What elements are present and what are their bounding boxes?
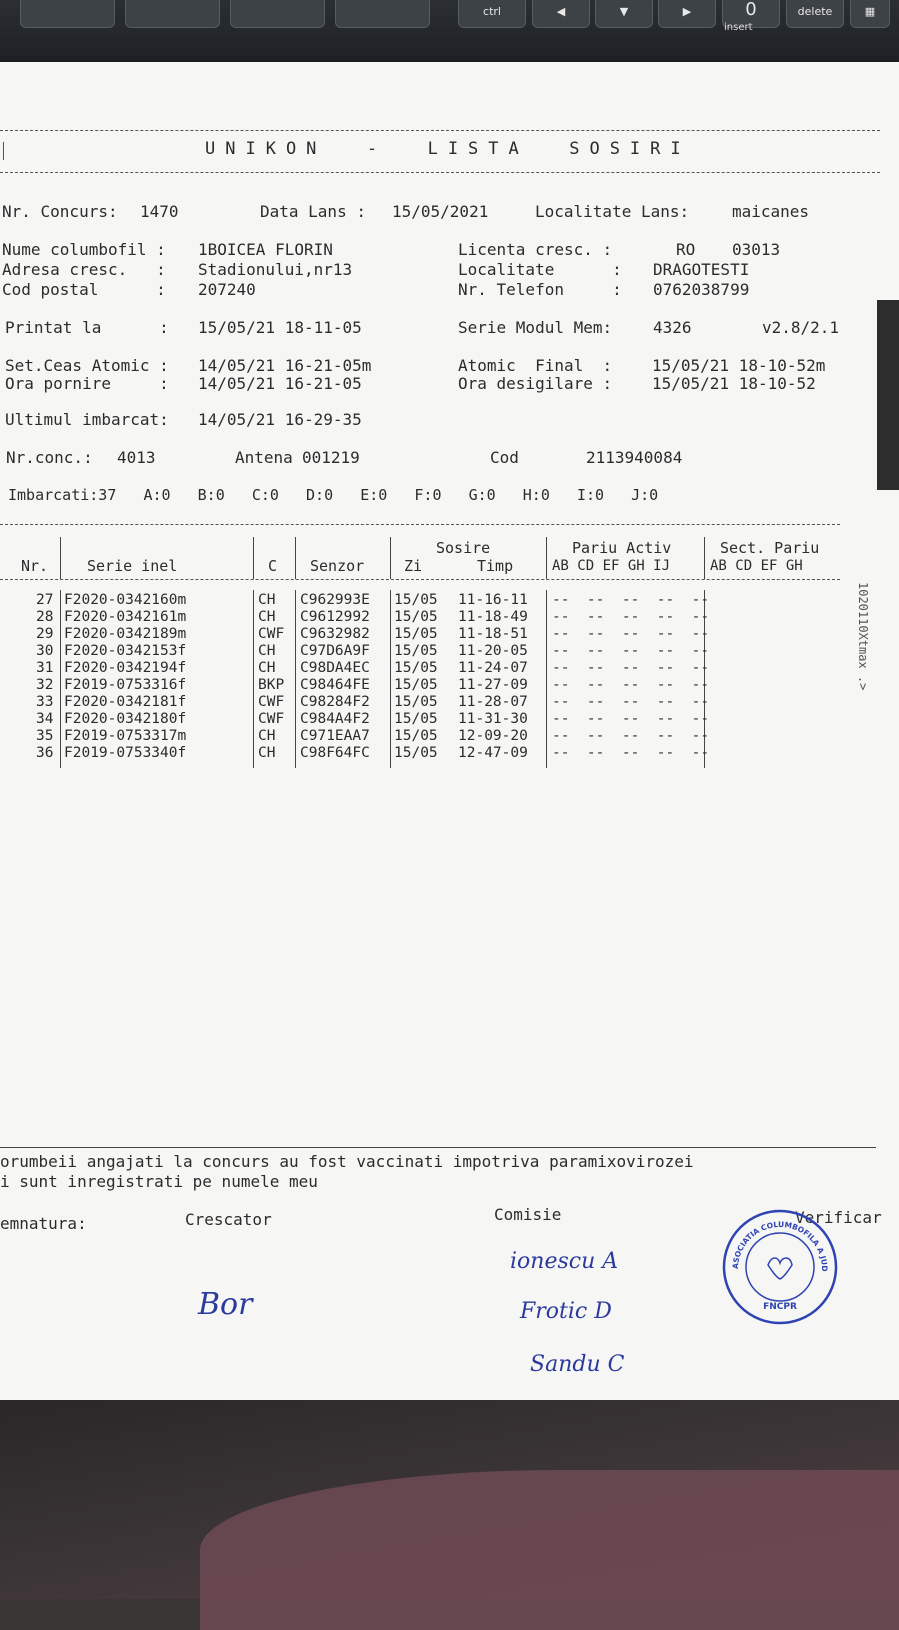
set-ceas-label: Set.Ceas Atomic : xyxy=(5,356,169,375)
licenta-label: Licenta cresc. : xyxy=(458,240,613,259)
cell-pariu: -- -- -- -- -- xyxy=(552,694,710,710)
adresa-value: Stadionului,nr13 xyxy=(198,260,353,279)
cell-senzor: C984A4F2 xyxy=(300,711,370,727)
keyboard-key-delete: delete xyxy=(786,0,844,28)
col-divider xyxy=(390,537,391,579)
background-edge xyxy=(877,300,899,490)
signature-comisie-1: ionescu A xyxy=(510,1249,619,1274)
printat-value: 15/05/21 18-11-05 xyxy=(198,318,362,337)
ora-desigilare-value: 15/05/21 18-10-52 xyxy=(652,374,816,393)
cell-timp: 11-24-07 xyxy=(458,660,528,676)
cell-serie: F2020-0342189m xyxy=(64,626,187,642)
keyboard-key-zero: 0 xyxy=(722,0,780,28)
svg-text:ASOCIATIA COLUMBOFILA A JUDETU xyxy=(720,1207,829,1272)
col-divider xyxy=(546,590,547,768)
cell-c: CWF xyxy=(258,711,285,727)
header-nr: Nr. xyxy=(21,557,49,575)
cell-serie: F2020-0342153f xyxy=(64,643,187,659)
cell-timp: 11-27-09 xyxy=(458,677,528,693)
keyboard-key xyxy=(125,0,220,28)
cod-postal-value: 207240 xyxy=(198,280,256,299)
set-ceas-value: 14/05/21 16-21-05m xyxy=(198,356,372,375)
stamp-bottom-text: FNCPR xyxy=(763,1302,797,1312)
cell-pariu: -- -- -- -- -- xyxy=(552,643,710,659)
header-pariu-activ: Pariu Activ xyxy=(572,539,672,557)
cell-zi: 15/05 xyxy=(394,728,438,744)
cell-c: CH xyxy=(258,660,276,676)
verificat-label: Verificar xyxy=(795,1208,882,1227)
printed-page xyxy=(0,62,899,1400)
nume-value: 1BOICEA FLORIN xyxy=(198,240,333,259)
cell-senzor: C9612992 xyxy=(300,609,370,625)
signature-crescator: Bor xyxy=(198,1287,253,1322)
side-bleed-text: 1020110Xtmax .> xyxy=(856,582,870,691)
divider xyxy=(3,142,4,160)
cell-nr: 34 xyxy=(36,711,54,727)
licenta-tara: RO xyxy=(676,240,696,259)
serie-modul-label: Serie Modul Mem: xyxy=(458,318,613,337)
cell-timp: 11-20-05 xyxy=(458,643,528,659)
cell-serie: F2020-0342194f xyxy=(64,660,187,676)
cell-pariu: -- -- -- -- -- xyxy=(552,592,710,608)
cell-serie: F2019-0753340f xyxy=(64,745,187,761)
header-sosire: Sosire xyxy=(436,539,491,557)
stamp-ring-text: ASOCIATIA COLUMBOFILA A JUD xyxy=(730,1219,830,1272)
cell-nr: 35 xyxy=(36,728,54,744)
keyboard-key-arrow-left: ◀ xyxy=(532,0,590,28)
ora-desigilare-label: Ora desigilare : xyxy=(458,374,613,393)
comisie-label: Comisie xyxy=(494,1205,562,1224)
col-divider xyxy=(253,537,254,579)
cell-pariu: -- -- -- -- -- xyxy=(552,728,710,744)
col-divider xyxy=(253,590,254,768)
header-timp: Timp xyxy=(477,557,514,575)
nr-conc-label: Nr.conc.: xyxy=(6,448,93,467)
cell-nr: 31 xyxy=(36,660,54,676)
nr-concurs-value: 1470 xyxy=(140,202,179,221)
keyboard-insert-label: insert xyxy=(724,22,753,33)
atomic-final-value: 15/05/21 18-10-52m xyxy=(652,356,826,375)
cell-timp: 11-18-51 xyxy=(458,626,528,642)
cell-senzor: C98F64FC xyxy=(300,745,370,761)
ora-pornire-label: Ora pornire : xyxy=(5,374,169,393)
semnatura-label: emnatura: xyxy=(0,1214,87,1233)
club-stamp xyxy=(720,1207,840,1327)
declaration-line-1: orumbeii angajati la concurs au fost vaccinati impotriva paramixovirozei xyxy=(0,1152,694,1171)
footer-divider xyxy=(0,1147,876,1148)
cell-zi: 15/05 xyxy=(394,643,438,659)
cell-pariu: -- -- -- -- -- xyxy=(552,626,710,642)
cell-nr: 27 xyxy=(36,592,54,608)
serie-modul-value: 4326 xyxy=(653,318,692,337)
col-divider xyxy=(546,537,547,579)
crescator-label: Crescator xyxy=(185,1210,272,1229)
table-header-border xyxy=(0,579,840,580)
cell-nr: 32 xyxy=(36,677,54,693)
cell-serie: F2020-0342160m xyxy=(64,592,187,608)
signature-comisie-2: Frotic D xyxy=(520,1299,612,1324)
data-lans-label: Data Lans : xyxy=(260,202,366,221)
col-divider xyxy=(295,537,296,579)
cell-nr: 30 xyxy=(36,643,54,659)
background-cloth xyxy=(200,1470,899,1630)
header-serie-inel: Serie inel xyxy=(87,557,178,575)
col-divider xyxy=(295,590,296,768)
cell-nr: 33 xyxy=(36,694,54,710)
nr-concurs-label: Nr. Concurs: xyxy=(2,202,118,221)
cell-senzor: C98DA4EC xyxy=(300,660,370,676)
cell-serie: F2020-0342180f xyxy=(64,711,187,727)
telefon-label: Nr. Telefon : xyxy=(458,280,622,299)
cell-c: CH xyxy=(258,745,276,761)
cell-zi: 15/05 xyxy=(394,745,438,761)
cell-zi: 15/05 xyxy=(394,626,438,642)
cell-nr: 28 xyxy=(36,609,54,625)
cell-nr: 29 xyxy=(36,626,54,642)
cell-senzor: C98284F2 xyxy=(300,694,370,710)
localitate-value: DRAGOTESTI xyxy=(653,260,750,279)
ultimul-imbarcat-label: Ultimul imbarcat: xyxy=(5,410,169,429)
col-divider xyxy=(60,537,61,579)
col-divider xyxy=(60,590,61,768)
cell-serie: F2019-0753316f xyxy=(64,677,187,693)
licenta-nr: 03013 xyxy=(732,240,781,259)
cell-serie: F2019-0753317m xyxy=(64,728,187,744)
antena-value: 001219 xyxy=(302,448,360,467)
cell-senzor: C9632982 xyxy=(300,626,370,642)
data-lans-value: 15/05/2021 xyxy=(392,202,489,221)
cell-nr: 36 xyxy=(36,745,54,761)
localitate-lans-label: Localitate Lans: xyxy=(535,202,690,221)
stamp-icon xyxy=(720,1207,840,1327)
cell-c: CWF xyxy=(258,694,285,710)
cell-pariu: -- -- -- -- -- xyxy=(552,609,710,625)
telefon-value: 0762038799 xyxy=(653,280,750,299)
cell-zi: 15/05 xyxy=(394,592,438,608)
cell-timp: 11-16-11 xyxy=(458,592,528,608)
col-divider xyxy=(704,537,705,579)
cell-timp: 11-18-49 xyxy=(458,609,528,625)
cell-c: CH xyxy=(258,609,276,625)
cell-senzor: C971EAA7 xyxy=(300,728,370,744)
cell-timp: 11-31-30 xyxy=(458,711,528,727)
cell-zi: 15/05 xyxy=(394,660,438,676)
keyboard-background xyxy=(0,0,899,70)
cell-senzor: C962993E xyxy=(300,592,370,608)
divider xyxy=(0,172,880,173)
header-pariu-activ-cols: AB CD EF GH IJ xyxy=(552,558,671,574)
cell-pariu: -- -- -- -- -- xyxy=(552,677,710,693)
keyboard-key-arrow-right: ▶ xyxy=(658,0,716,28)
keyboard-key-arrow-down: ▼ xyxy=(595,0,653,28)
adresa-label: Adresa cresc. : xyxy=(2,260,166,279)
keyboard-key-ctrl: ctrl xyxy=(458,0,526,28)
ultimul-imbarcat-value: 14/05/21 16-29-35 xyxy=(198,410,362,429)
ora-pornire-value: 14/05/21 16-21-05 xyxy=(198,374,362,393)
header-senzor: Senzor xyxy=(310,557,365,575)
keyboard-key xyxy=(335,0,430,28)
antena-label: Antena xyxy=(235,448,293,467)
cell-c: CWF xyxy=(258,626,285,642)
cell-zi: 15/05 xyxy=(394,677,438,693)
header-sect-pariu-cols: AB CD EF GH xyxy=(710,558,803,574)
cell-c: BKP xyxy=(258,677,285,693)
versiune-value: v2.8/2.1 xyxy=(762,318,840,337)
keyboard-key xyxy=(230,0,325,28)
header-c: C xyxy=(268,557,278,575)
cell-c: CH xyxy=(258,728,276,744)
localitate-label: Localitate : xyxy=(458,260,622,279)
divider xyxy=(0,130,880,131)
cell-pariu: -- -- -- -- -- xyxy=(552,711,710,727)
nume-label: Nume columbofil : xyxy=(2,240,166,259)
cell-timp: 12-09-20 xyxy=(458,728,528,744)
cell-zi: 15/05 xyxy=(394,694,438,710)
atomic-final-label: Atomic Final : xyxy=(458,356,613,375)
cell-senzor: C98464FE xyxy=(300,677,370,693)
cell-serie: F2020-0342181f xyxy=(64,694,187,710)
cell-pariu: -- -- -- -- -- xyxy=(552,745,710,761)
imbarcati-summary: Imbarcati:37 A:0 B:0 C:0 D:0 E:0 F:0 G:0 H:0 I:0 J:0 xyxy=(8,486,659,504)
nr-conc-value: 4013 xyxy=(117,448,156,467)
page-title: UNIKON - LISTA SOSIRI xyxy=(205,139,691,159)
table-top-border xyxy=(0,524,840,525)
cod-postal-label: Cod postal : xyxy=(2,280,166,299)
header-sect-pariu: Sect. Pariu xyxy=(720,539,820,557)
cod-label: Cod xyxy=(490,448,519,467)
declaration-line-2: i sunt inregistrati pe numele meu xyxy=(0,1172,318,1191)
cell-timp: 11-28-07 xyxy=(458,694,528,710)
cell-pariu: -- -- -- -- -- xyxy=(552,660,710,676)
cell-c: CH xyxy=(258,643,276,659)
cell-timp: 12-47-09 xyxy=(458,745,528,761)
cod-value: 2113940084 xyxy=(586,448,683,467)
cell-senzor: C97D6A9F xyxy=(300,643,370,659)
cell-zi: 15/05 xyxy=(394,609,438,625)
header-zi: Zi xyxy=(404,557,423,575)
keyboard-key-calculator: ▦ xyxy=(850,0,890,28)
cell-c: CH xyxy=(258,592,276,608)
col-divider xyxy=(390,590,391,768)
localitate-lans-value: maicanes xyxy=(732,202,810,221)
signature-comisie-3: Sandu C xyxy=(530,1352,625,1377)
keyboard-key xyxy=(20,0,115,28)
cell-zi: 15/05 xyxy=(394,711,438,727)
cell-serie: F2020-0342161m xyxy=(64,609,187,625)
printat-label: Printat la : xyxy=(5,318,169,337)
